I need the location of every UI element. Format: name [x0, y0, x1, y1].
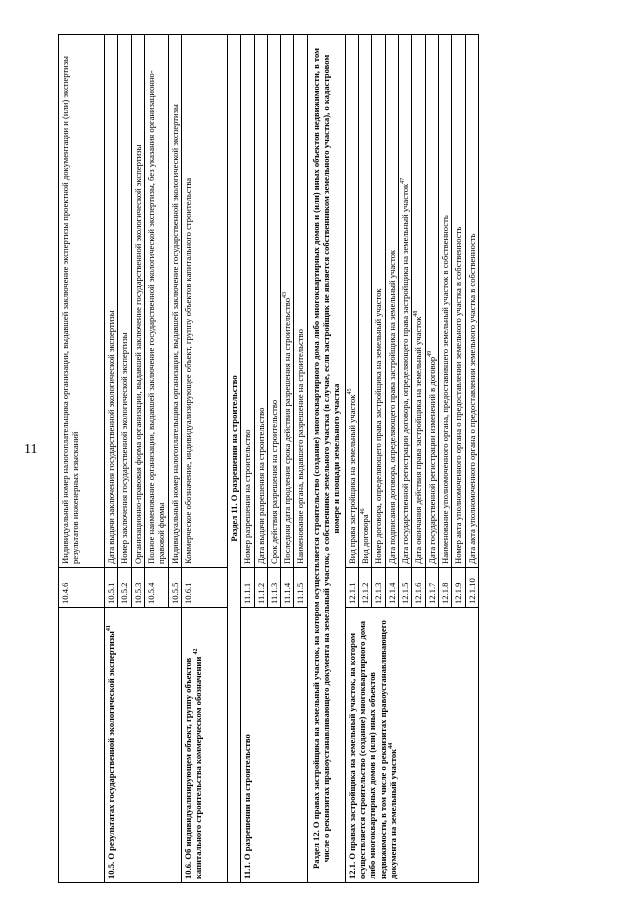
- item-code: 11.1.5: [294, 568, 307, 608]
- item-desc: Организационно-правовая форма организации, выдавшей заключение государственной экологической экспертизы: [131, 35, 144, 568]
- item-desc: Номер разрешения на строительство: [241, 35, 254, 568]
- item-desc: Дата акта уполномоченного органа о предоставлении земельного участка в собственность: [465, 35, 478, 568]
- item-code: 10.5.2: [118, 568, 131, 608]
- item-code: 12.1.10: [465, 568, 478, 608]
- item-code: 10.5.1: [105, 568, 118, 608]
- item-desc: [412, 35, 425, 568]
- item-code: 12.1.6: [412, 568, 425, 608]
- section-10-6-title: [181, 608, 227, 883]
- table-row: [181, 35, 227, 883]
- table-row: [345, 35, 358, 883]
- item-desc: Индивидуальный номер налогоплательщика организации, выдавшей заключение государственной экологической экспертизы: [168, 35, 181, 568]
- item-code: 12.1.8: [438, 568, 451, 608]
- item-desc-text: Последняя дата продления срока действия разрешения на строительство: [282, 297, 293, 564]
- section-title-text: 10.5. О результатах государственной экологической экспертизы: [106, 631, 116, 879]
- section-11-header: Раздел 11. О разрешении на строительство: [227, 35, 240, 883]
- item-desc: Дата выдачи разрешения на строительство: [254, 35, 267, 568]
- section-11-1-title: 11.1. О разрешении на строительство: [241, 608, 308, 883]
- item-desc: Полное наименование организации, выдавшей заключение государственной экологической экспертизы, без указания организационно-правовой формы: [144, 35, 168, 568]
- footnote-ref: 41: [106, 625, 113, 632]
- item-desc: [359, 35, 372, 568]
- item-code: 12.1.1: [345, 568, 358, 608]
- item-desc: Номер заключения государственной экологической экспертизы: [118, 35, 131, 568]
- item-desc: Наименование уполномоченного органа, предоставившего земельный участок в собственность: [438, 35, 451, 568]
- item-desc: Коммерческое обозначение, индивидуализирующее объект, группу объектов капитального строительства: [181, 35, 227, 568]
- item-desc: [281, 35, 294, 568]
- footnote-ref: 44: [388, 742, 395, 749]
- rotated-table-area: [58, 35, 590, 883]
- item-code: 10.4.6: [59, 568, 105, 608]
- table-row: [59, 35, 105, 883]
- item-desc-text: Дата государственной регистрации изменений в договор: [426, 356, 437, 564]
- item-desc-text: Дата окончания действия права застройщика на земельный участок: [413, 316, 424, 564]
- item-code: 11.1.3: [267, 568, 280, 608]
- item-code: 10.6.1: [181, 568, 227, 608]
- item-code: 12.1.9: [452, 568, 465, 608]
- item-code: 12.1.5: [398, 568, 411, 608]
- item-code: 10.5.4: [144, 568, 168, 608]
- requirements-table: [58, 34, 479, 883]
- item-desc: Наименование органа, выдавшего разрешение на строительство: [294, 35, 307, 568]
- item-code: 10.5.5: [168, 568, 181, 608]
- rotated-content: [58, 35, 590, 883]
- item-desc: Срок действия разрешения на строительство: [267, 35, 280, 568]
- item-code: 11.1.1: [241, 568, 254, 608]
- footnote-ref: 46: [360, 508, 367, 515]
- section-title-text: 10.6. Об индивидуализирующем объект, группу объектов капитального строительства коммерческом обозначении: [182, 656, 204, 879]
- item-desc: Дата выдачи заключения государственной экологической экспертизы: [105, 35, 118, 568]
- item-code: 12.1.3: [372, 568, 385, 608]
- item-code: 12.1.7: [425, 568, 438, 608]
- footnote-ref: 42: [193, 648, 200, 655]
- item-code: 12.1.2: [359, 568, 372, 608]
- table-row: [241, 35, 254, 883]
- footnote-ref: 47: [400, 177, 407, 184]
- section-12-header: Раздел 12. О правах застройщика на земельный участок, на котором осуществляется строительство (создание) многоквартирного дома либо многоквартирных домов и (или) иных объектов недвижимости, в том числе о реквизитах правоустанавливающего документа на земельный участок, о собственнике земельного участка (в случае, если застройщик не является собственником земельного участка), о кадастровом номере и площади земельного участка: [307, 35, 345, 883]
- item-desc: Номер акта уполномоченного органа о предоставлении земельного участка в собственность: [452, 35, 465, 568]
- item-desc: Дата подписания договора, определяющего права застройщика на земельный участок: [385, 35, 398, 568]
- page-number: 11: [24, 442, 38, 457]
- item-desc: Индивидуальный номер налогоплательщика организации, выдавшей заключение экспертизы проектной документации и (или) экспертизы результатов инженерных изысканий: [59, 35, 105, 568]
- footnote-ref: 49: [426, 350, 433, 357]
- footnote-ref: 43: [282, 291, 289, 298]
- item-code: 11.1.2: [254, 568, 267, 608]
- section-12-1-title: [345, 608, 478, 883]
- item-desc: Номер договора, определяющего права застройщика на земельный участок: [372, 35, 385, 568]
- footnote-ref: 48: [413, 310, 420, 317]
- section-10-5-title: [105, 608, 182, 883]
- item-desc: [398, 35, 411, 568]
- item-desc-text: Вид права застройщика на земельный участок: [346, 394, 357, 564]
- section-cell-empty: [59, 608, 105, 883]
- item-code: 12.1.4: [385, 568, 398, 608]
- item-desc-text: Вид договора: [360, 514, 370, 564]
- table-row: [307, 35, 345, 883]
- table-row: [227, 35, 240, 883]
- item-desc-text: Дата государственной регистрации договора, определяющего права застройщика на земельный участок: [399, 183, 410, 564]
- footnote-ref: 45: [346, 388, 353, 395]
- section-title-text: 12.1. О правах застройщика на земельный участок, на котором осуществляется строительство (создание) многоквартирного дома либо многоквартирных домов и (или) иных объектов недвижимости, в том числе о реквизитах правоустанавливающего документа на земельный участок: [346, 620, 398, 879]
- table-row: [105, 35, 118, 883]
- item-code: 11.1.4: [281, 568, 294, 608]
- item-code: 10.5.3: [131, 568, 144, 608]
- item-desc: [425, 35, 438, 568]
- item-desc: [345, 35, 358, 568]
